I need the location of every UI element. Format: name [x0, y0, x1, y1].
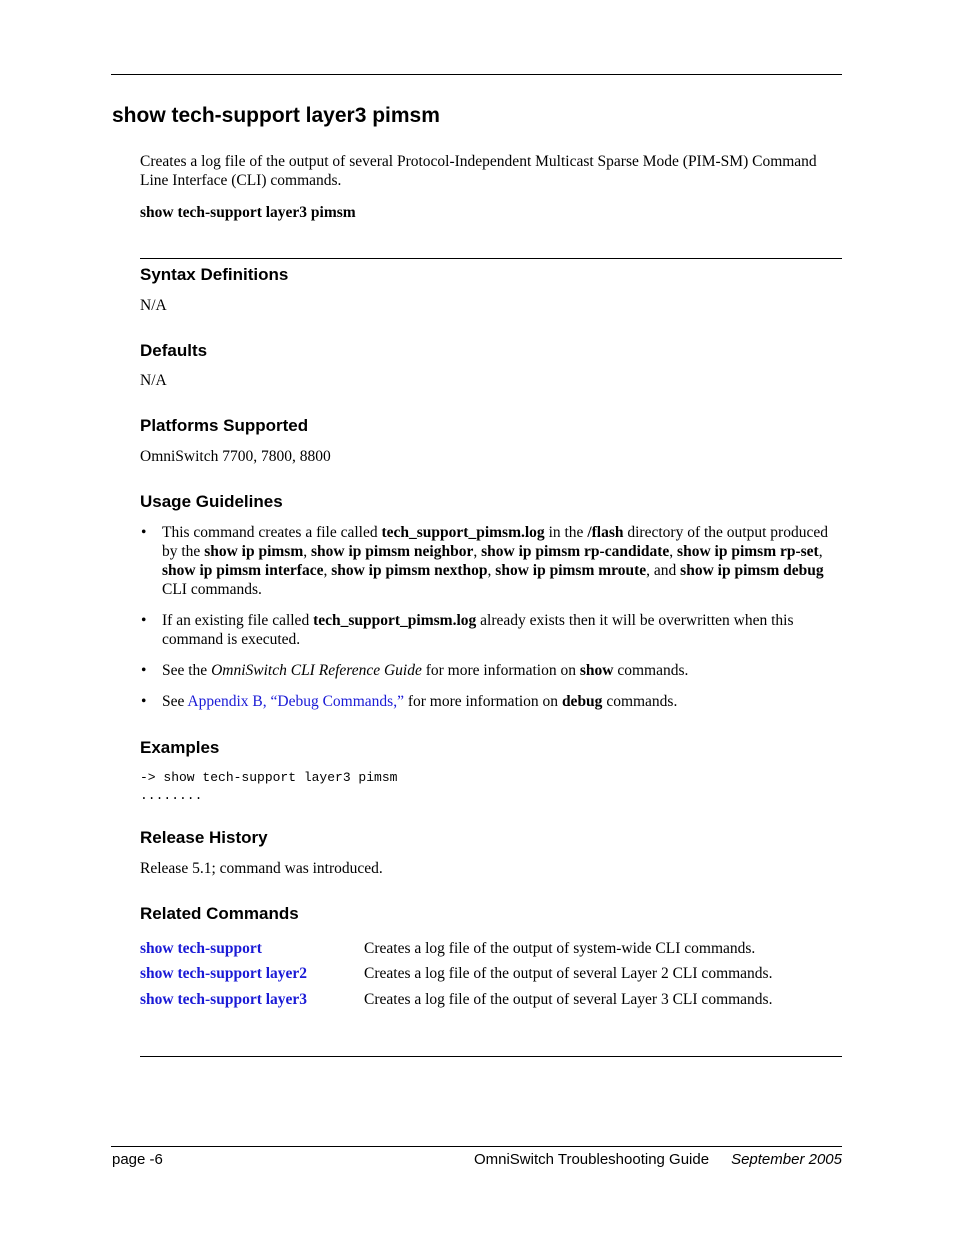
- related-command-description: Creates a log file of the output of several Layer 2 CLI commands.: [364, 965, 773, 982]
- syntax-definitions-heading: Syntax Definitions: [140, 265, 289, 284]
- bullet-icon: •: [141, 524, 147, 541]
- footer-page-number: page -6: [112, 1151, 163, 1168]
- related-command-link[interactable]: show tech-support: [140, 940, 262, 957]
- usage-bullet: [140, 523, 840, 599]
- text: in the: [544, 524, 588, 541]
- related-command-description: Creates a log file of the output of several Layer 3 CLI commands.: [364, 991, 773, 1008]
- related-commands-heading: Related Commands: [140, 904, 299, 923]
- footer-guide-title: [474, 1151, 842, 1168]
- syntax-definitions-text: N/A: [140, 297, 167, 314]
- guide-title: OmniSwitch CLI Reference Guide: [211, 662, 422, 679]
- footer-rule: [111, 1146, 842, 1147]
- text: for more information on: [403, 693, 562, 710]
- examples-heading: Examples: [140, 738, 220, 757]
- command-ref: show: [579, 662, 614, 679]
- command-syntax: show tech-support layer3 pimsm: [140, 204, 356, 221]
- filename: tech_support_pimsm.log: [313, 612, 477, 629]
- appendix-link[interactable]: Appendix B, “Debug Commands,”: [187, 693, 404, 710]
- text: for more information on: [421, 662, 580, 679]
- bullet-icon: •: [141, 612, 147, 629]
- related-command-link[interactable]: show tech-support layer3: [140, 991, 308, 1008]
- release-history-heading: Release History: [140, 828, 268, 847]
- bottom-section-rule: [140, 1056, 842, 1057]
- defaults-heading: Defaults: [140, 341, 208, 360]
- command-ref: show ip pimsm debug: [680, 562, 824, 579]
- related-command-description: Creates a log file of the output of system-wide CLI commands.: [364, 940, 756, 957]
- usage-bullet: [140, 611, 840, 649]
- page-title: show tech-support layer3 pimsm: [112, 104, 440, 127]
- separator: ,: [487, 562, 496, 579]
- usage-bullet-list: [140, 523, 840, 723]
- separator: ,: [669, 543, 678, 560]
- text: See the: [162, 662, 212, 679]
- command-ref: show ip pimsm mroute: [495, 562, 647, 579]
- top-rule: [111, 74, 842, 75]
- release-history-text: Release 5.1; command was introduced.: [140, 860, 383, 877]
- text: See: [162, 693, 188, 710]
- separator: ,: [818, 543, 823, 560]
- text: commands.: [613, 662, 689, 679]
- command-ref: show ip pimsm rp-set: [677, 543, 819, 560]
- command-description: Creates a log file of the output of several Protocol-Independent Multicast Sparse Mode (PIM-SM) Command Line Interface (CLI) commands.: [140, 153, 817, 189]
- command-ref: show ip pimsm: [204, 543, 304, 560]
- text: already exists then it will be overwritten when this command is executed.: [162, 612, 794, 648]
- command-ref: debug: [561, 693, 603, 710]
- defaults-text: N/A: [140, 372, 167, 389]
- footer-guide-name: OmniSwitch Troubleshooting Guide: [473, 1151, 710, 1168]
- directory: /flash: [587, 524, 624, 541]
- separator: ,: [473, 543, 482, 560]
- text: commands.: [602, 693, 678, 710]
- separator: , and: [646, 562, 681, 579]
- text: directory of the output produced by the: [162, 524, 828, 560]
- footer-date: September 2005: [731, 1151, 842, 1168]
- separator: ,: [303, 543, 311, 560]
- example-code-line: -> show tech-support layer3 pimsm: [140, 770, 398, 785]
- platforms-text: OmniSwitch 7700, 7800, 8800: [140, 448, 331, 465]
- command-ref: show ip pimsm nexthop: [331, 562, 488, 579]
- usage-bullet: [140, 692, 840, 711]
- text: If an existing file called: [162, 612, 314, 629]
- command-ref: show ip pimsm rp-candidate: [481, 543, 670, 560]
- related-command-link[interactable]: show tech-support layer2: [140, 965, 308, 982]
- usage-bullet: [140, 661, 840, 680]
- section-rule: [140, 258, 842, 259]
- text: CLI commands.: [162, 581, 262, 598]
- bullet-icon: •: [141, 662, 147, 679]
- filename: tech_support_pimsm.log: [381, 524, 545, 541]
- platforms-heading: Platforms Supported: [140, 416, 309, 435]
- command-ref: show ip pimsm neighbor: [311, 543, 474, 560]
- command-ref: show ip pimsm interface: [162, 562, 324, 579]
- usage-heading: Usage Guidelines: [140, 492, 283, 511]
- bullet-icon: •: [141, 693, 147, 710]
- separator: ,: [323, 562, 332, 579]
- example-code-ellipsis: ........: [140, 788, 203, 803]
- text: This command creates a file called: [162, 524, 382, 541]
